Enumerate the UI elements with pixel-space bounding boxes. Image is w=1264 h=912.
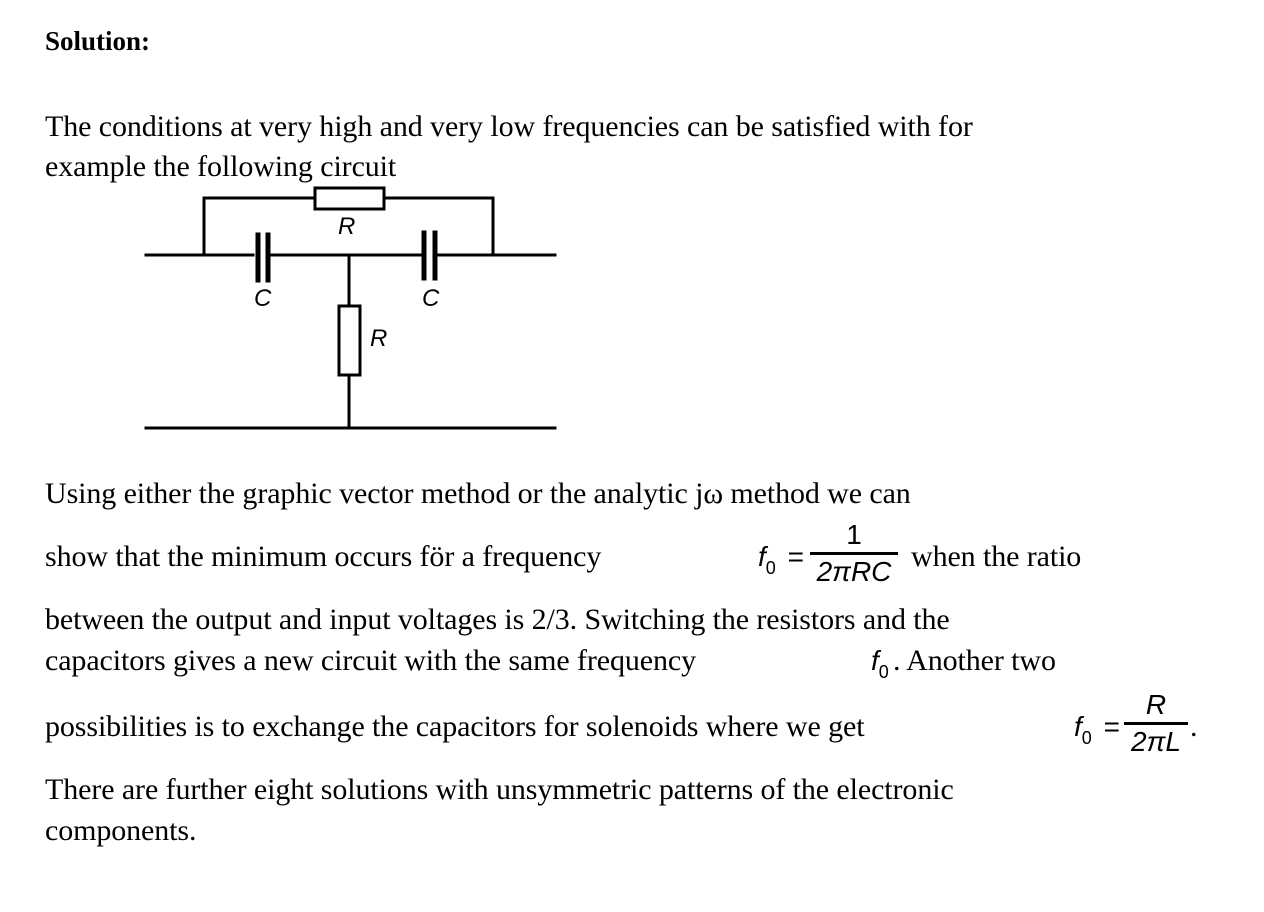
fraction-rc — [810, 520, 898, 587]
shunt-resistor — [339, 306, 360, 375]
solution-heading: Solution: — [45, 26, 151, 56]
fraction-rc-bar — [810, 552, 898, 555]
paragraph2-line2-end: when the ratio — [911, 540, 1082, 573]
fraction-rl-bar — [1124, 722, 1188, 725]
f0-symbol: f — [871, 645, 879, 676]
paragraph2-line3: between the output and input voltages is 2/3. Switching the resistors and the — [45, 603, 950, 636]
equals-sign: = — [787, 541, 804, 572]
paragraph2-line1: Using either the graphic vector method or the analytic jω method we can — [45, 477, 911, 510]
label-right-capacitor: C — [422, 285, 440, 312]
f0-subscript: 0 — [878, 662, 889, 682]
formula-f0-inline — [871, 645, 889, 682]
fraction-rc-numerator: 1 — [846, 519, 862, 550]
f0-subscript: 0 — [1081, 728, 1092, 748]
fraction-rl-numerator: R — [1145, 689, 1167, 720]
fraction-rc-denominator: 2πRC — [816, 556, 892, 587]
fraction-rl-denominator: 2πL — [1131, 726, 1181, 757]
f0-symbol: f — [758, 541, 766, 572]
equals-sign: = — [1103, 711, 1120, 742]
f0-subscript: 0 — [765, 558, 776, 578]
paragraph2-line2-start: show that the minimum occurs för a frequency — [45, 540, 602, 573]
paragraph1-line1: The conditions at very high and very low frequencies can be satisfied with for — [45, 110, 973, 143]
f0-symbol: f — [1074, 711, 1082, 742]
paragraph2-line5-start: possibilities is to exchange the capacitors for solenoids where we get — [45, 710, 865, 743]
paragraph2-line7: components. — [45, 814, 197, 847]
fraction-rl — [1124, 690, 1188, 757]
paragraph2-line5-end: . — [1190, 710, 1198, 743]
paragraph2-line4-end: . Another two — [893, 644, 1056, 677]
label-shunt-resistor: R — [370, 325, 388, 352]
paragraph2-line4-start: capacitors gives a new circuit with the same frequency — [45, 644, 696, 677]
paragraph1-line2: example the following circuit — [45, 150, 397, 183]
paragraph2-line6: There are further eight solutions with unsymmetric patterns of the electronic — [45, 773, 954, 806]
label-left-capacitor: C — [254, 285, 272, 312]
top-resistor — [315, 188, 384, 209]
label-top-resistor: R — [338, 213, 356, 240]
formula-rc-lhs — [758, 541, 804, 578]
formula-rl-lhs — [1074, 711, 1120, 748]
wire-bridge-right — [384, 198, 493, 255]
